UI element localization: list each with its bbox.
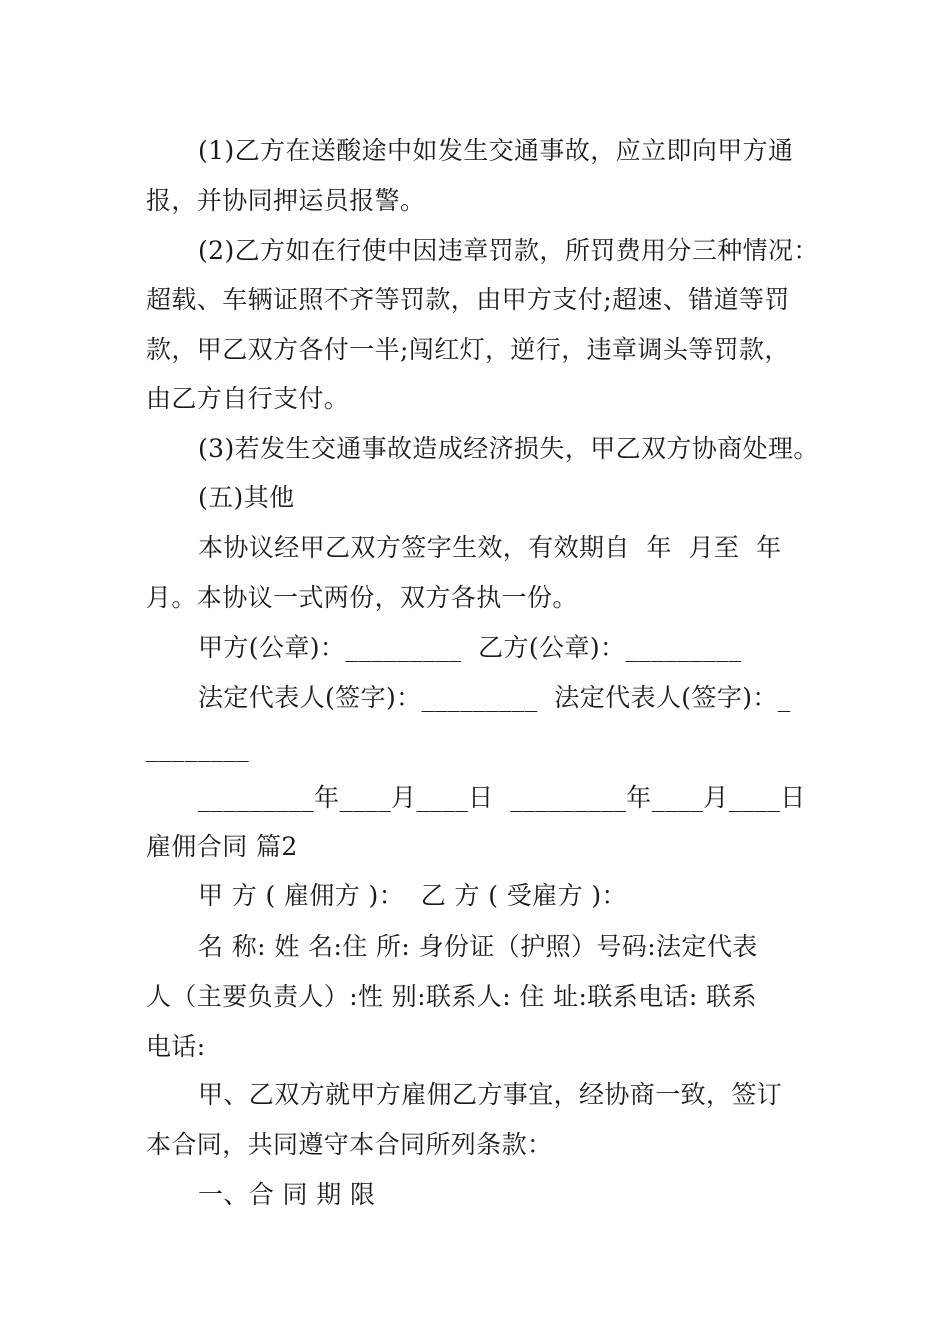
text-line: 电话: xyxy=(146,1032,206,1061)
section-heading: (五)其他 xyxy=(198,483,295,512)
text-line: 报，并协同押运员报警。 xyxy=(146,186,426,215)
text-line: 款，甲乙双方各付一半;闯红灯，逆行，违章调头等罚款， xyxy=(146,335,790,364)
date-line: _________年____月____日 _________年____月____日 xyxy=(198,783,806,812)
section-heading: 一、合 同 期 限 xyxy=(198,1180,376,1209)
text-line: 人（主要负责人）:性 别:联系人: 住 址:联系电话: 联系 xyxy=(146,982,757,1011)
signature-line: ________ xyxy=(146,733,250,762)
document-title: 雇佣合同 篇2 xyxy=(146,832,298,861)
text-line: (1)乙方在送酸途中如发生交通事故，应立即向甲方通 xyxy=(198,136,794,165)
text-line: 月。本协议一式两份，双方各执一份。 xyxy=(146,583,578,612)
signature-line: 甲方(公章)：_________ 乙方(公章)：_________ xyxy=(198,633,742,662)
text-line: 超载、车辆证照不齐等罚款，由甲方支付;超速、错道等罚 xyxy=(146,285,790,314)
text-line: 本协议经甲乙双方签字生效，有效期自 年 月至 年 xyxy=(198,533,782,562)
text-line: (3)若发生交通事故造成经济损失，甲乙双方协商处理。 xyxy=(198,434,819,463)
party-line: 甲 方 ( 雇佣方 )： 乙 方 ( 受雇方 )： xyxy=(198,881,627,910)
text-line: (2)乙方如在行使中因违章罚款，所罚费用分三种情况： xyxy=(198,236,819,265)
text-line: 本合同，共同遵守本合同所列条款： xyxy=(146,1130,553,1159)
text-line: 名 称: 姓 名:住 所: 身份证（护照）号码:法定代表 xyxy=(198,932,758,961)
text-line: 甲、乙双方就甲方雇佣乙方事宜，经协商一致，签订 xyxy=(198,1080,783,1109)
text-line: 由乙方自行支付。 xyxy=(146,384,350,413)
signature-line: 法定代表人(签字)：_________ 法定代表人(签字)：_ xyxy=(198,683,791,712)
